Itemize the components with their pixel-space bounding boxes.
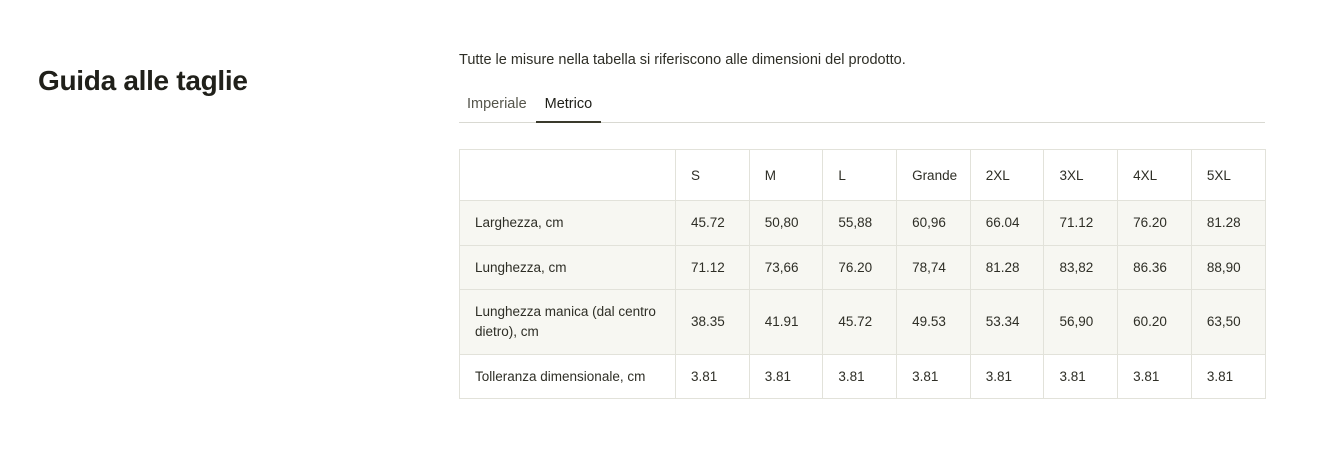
cell-lunghezza-2xl: 81.28 [970,245,1044,290]
table-body [460,201,1266,399]
table-header-row [460,150,1266,201]
cell-larghezza-l: 55,88 [823,201,897,246]
cell-larghezza-m: 50,80 [749,201,823,246]
row-label-lunghezza: Lunghezza, cm [460,245,676,290]
cell-lunghezza-m: 73,66 [749,245,823,290]
cell-tolleranza-5xl: 3.81 [1191,354,1265,399]
cell-larghezza-4xl: 76.20 [1118,201,1192,246]
cell-manica-m: 41.91 [749,290,823,354]
cell-tolleranza-2xl: 3.81 [970,354,1044,399]
column-header-s: S [676,150,750,201]
size-guide-content [459,50,1265,399]
cell-larghezza-s: 45.72 [676,201,750,246]
table-row [460,290,1266,354]
cell-tolleranza-3xl: 3.81 [1044,354,1118,399]
cell-lunghezza-5xl: 88,90 [1191,245,1265,290]
intro-text: Tutte le misure nella tabella si riferiscono alle dimensioni del prodotto. [459,52,906,68]
row-label-lunghezza-manica: Lunghezza manica (dal centro dietro), cm [460,290,676,354]
column-header-grande: Grande [897,150,971,201]
cell-larghezza-3xl: 71.12 [1044,201,1118,246]
cell-manica-4xl: 60.20 [1118,290,1192,354]
cell-manica-grande: 49.53 [897,290,971,354]
table-row [460,245,1266,290]
column-header-m: M [749,150,823,201]
cell-manica-5xl: 63,50 [1191,290,1265,354]
cell-manica-3xl: 56,90 [1044,290,1118,354]
cell-tolleranza-m: 3.81 [749,354,823,399]
table-row [460,201,1266,246]
cell-manica-s: 38.35 [676,290,750,354]
cell-lunghezza-l: 76.20 [823,245,897,290]
tab-imperiale[interactable]: Imperiale [459,92,536,123]
column-header-2xl: 2XL [970,150,1044,201]
table-corner-cell [460,150,676,201]
column-header-l: L [823,150,897,201]
row-label-larghezza: Larghezza, cm [460,201,676,246]
unit-tabs [459,92,1265,123]
cell-manica-l: 45.72 [823,290,897,354]
page-title: Guida alle taglie [38,64,248,96]
cell-tolleranza-l: 3.81 [823,354,897,399]
cell-lunghezza-4xl: 86.36 [1118,245,1192,290]
tab-metrico[interactable]: Metrico [536,92,602,123]
column-header-3xl: 3XL [1044,150,1118,201]
cell-larghezza-5xl: 81.28 [1191,201,1265,246]
cell-tolleranza-grande: 3.81 [897,354,971,399]
size-table [459,149,1266,399]
column-header-5xl: 5XL [1191,150,1265,201]
cell-larghezza-2xl: 66.04 [970,201,1044,246]
column-header-4xl: 4XL [1118,150,1192,201]
table-header [460,150,1266,201]
cell-tolleranza-4xl: 3.81 [1118,354,1192,399]
cell-manica-2xl: 53.34 [970,290,1044,354]
row-label-tolleranza: Tolleranza dimensionale, cm [460,354,676,399]
cell-lunghezza-3xl: 83,82 [1044,245,1118,290]
cell-lunghezza-grande: 78,74 [897,245,971,290]
cell-tolleranza-s: 3.81 [676,354,750,399]
cell-larghezza-grande: 60,96 [897,201,971,246]
cell-lunghezza-s: 71.12 [676,245,750,290]
table-row [460,354,1266,399]
